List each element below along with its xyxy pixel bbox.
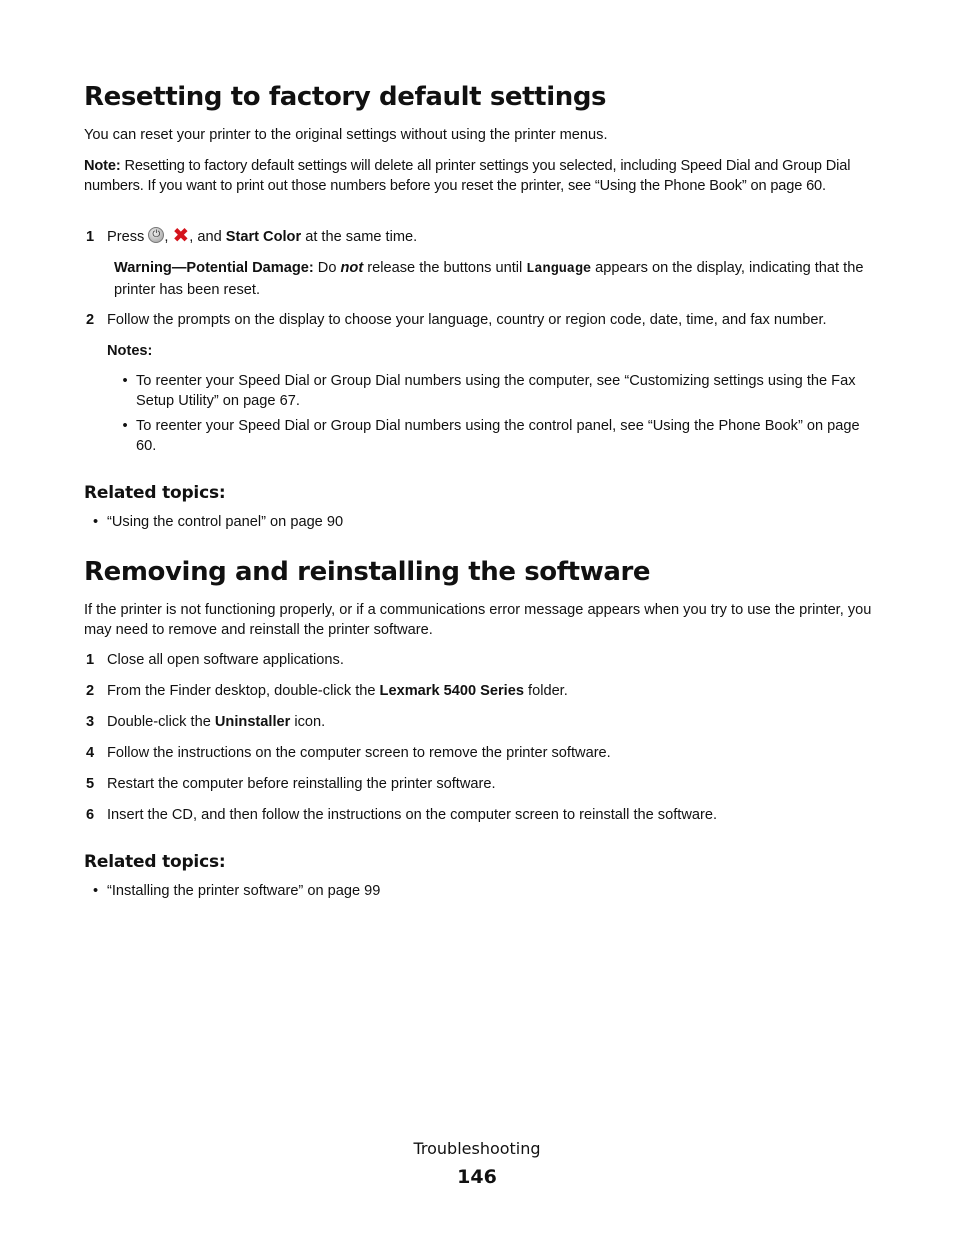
reinstall-step-1 [84, 650, 874, 670]
step-text: icon. [290, 714, 326, 730]
reinstall-step-5 [84, 774, 874, 794]
warning-text: appears on the display, indicating that the printer has been reset. [114, 260, 864, 298]
note-label: Note: [84, 158, 121, 174]
step-text: From the Finder desktop, double-click the [107, 683, 380, 699]
step-number: 2 [86, 683, 95, 699]
note-text: Resetting to factory default settings will delete all printer settings you selected, including Speed Dial and Group Dial numbers. If you want to print out those numbers before you reset the printer, see “Using the Phone Book” on page 60. [84, 158, 851, 194]
step-number: 3 [86, 714, 95, 730]
bullet-icon: • [122, 373, 128, 389]
step-text: at the same time. [301, 229, 418, 245]
step-text: Close all open software applications. [107, 652, 344, 668]
reset-step-2 [84, 310, 874, 330]
step-text: Restart the computer before reinstalling the printer software. [107, 776, 496, 792]
reset-step-1 [84, 223, 874, 247]
step-number: 4 [86, 745, 95, 761]
related-topics-heading: Related topics: [84, 483, 226, 503]
warning-emphasis: not [340, 260, 364, 276]
uninstaller-label: Uninstaller [214, 714, 291, 730]
step-text: Follow the prompts on the display to choose your language, country or region code, date, time, and fax number. [107, 312, 827, 328]
footer-chapter-title: Troubleshooting [413, 1139, 541, 1158]
bullet-icon: • [92, 514, 99, 530]
section-title-reset: Resetting to factory default settings [84, 82, 607, 112]
reset-intro: You can reset your printer to the original settings without using the printer menus. [84, 127, 608, 143]
step-text: Follow the instructions on the computer screen to remove the printer software. [107, 745, 611, 761]
folder-name: Lexmark 5400 Series [379, 683, 524, 699]
note-item [114, 371, 874, 411]
power-button-icon [148, 227, 164, 243]
section-title-reinstall: Removing and reinstalling the software [84, 557, 651, 587]
bullet-icon: • [92, 883, 99, 899]
step-number: 6 [86, 807, 95, 823]
step-text: Press [107, 229, 149, 245]
step-number: 2 [86, 312, 95, 328]
reinstall-step-4 [84, 743, 874, 763]
related-topics-heading: Related topics: [84, 852, 226, 872]
reinstall-intro: If the printer is not functioning properly, or if a communications error message appears when you try to use the printer, you may need to remove and reinstall the printer software. [84, 602, 872, 638]
note-item [114, 416, 874, 456]
step-number: 5 [86, 776, 95, 792]
reinstall-step-3 [84, 712, 874, 732]
related-topic-text[interactable]: “Using the control panel” on page 90 [107, 514, 344, 530]
warning-potential-damage [114, 258, 874, 300]
warning-text: release the buttons until [363, 260, 527, 276]
cancel-x-icon: ✖ [172, 223, 190, 247]
bullet-icon: • [122, 418, 128, 434]
start-color-label: Start Color [225, 229, 302, 245]
separator-text: , [164, 229, 173, 245]
related-topic-text[interactable]: “Installing the printer software” on page 99 [107, 883, 381, 899]
step-number: 1 [86, 229, 95, 245]
step-text: Insert the CD, and then follow the instructions on the computer screen to reinstall the software. [107, 807, 718, 823]
reset-note [84, 156, 874, 196]
warning-text: Do [313, 260, 341, 276]
related-topic-link[interactable] [84, 512, 874, 532]
note-text: To reenter your Speed Dial or Group Dial numbers using the control panel, see “Using the Phone Book” on page 60. [136, 418, 860, 454]
related-topic-link[interactable] [84, 881, 874, 901]
note-text: To reenter your Speed Dial or Group Dial numbers using the computer, see “Customizing settings using the Fax Setup Utility” on page 67. [136, 373, 856, 409]
reinstall-step-6 [84, 805, 874, 825]
page-number: 146 [457, 1166, 497, 1188]
step-text: folder. [523, 683, 568, 699]
step-text: , and [189, 229, 226, 245]
warning-label: Warning—Potential Damage: [114, 260, 314, 276]
display-text-language: Language [526, 262, 592, 277]
step-number: 1 [86, 652, 95, 668]
notes-label: Notes: [107, 343, 153, 359]
reinstall-step-2 [84, 681, 874, 701]
step-text: Double-click the [107, 714, 215, 730]
